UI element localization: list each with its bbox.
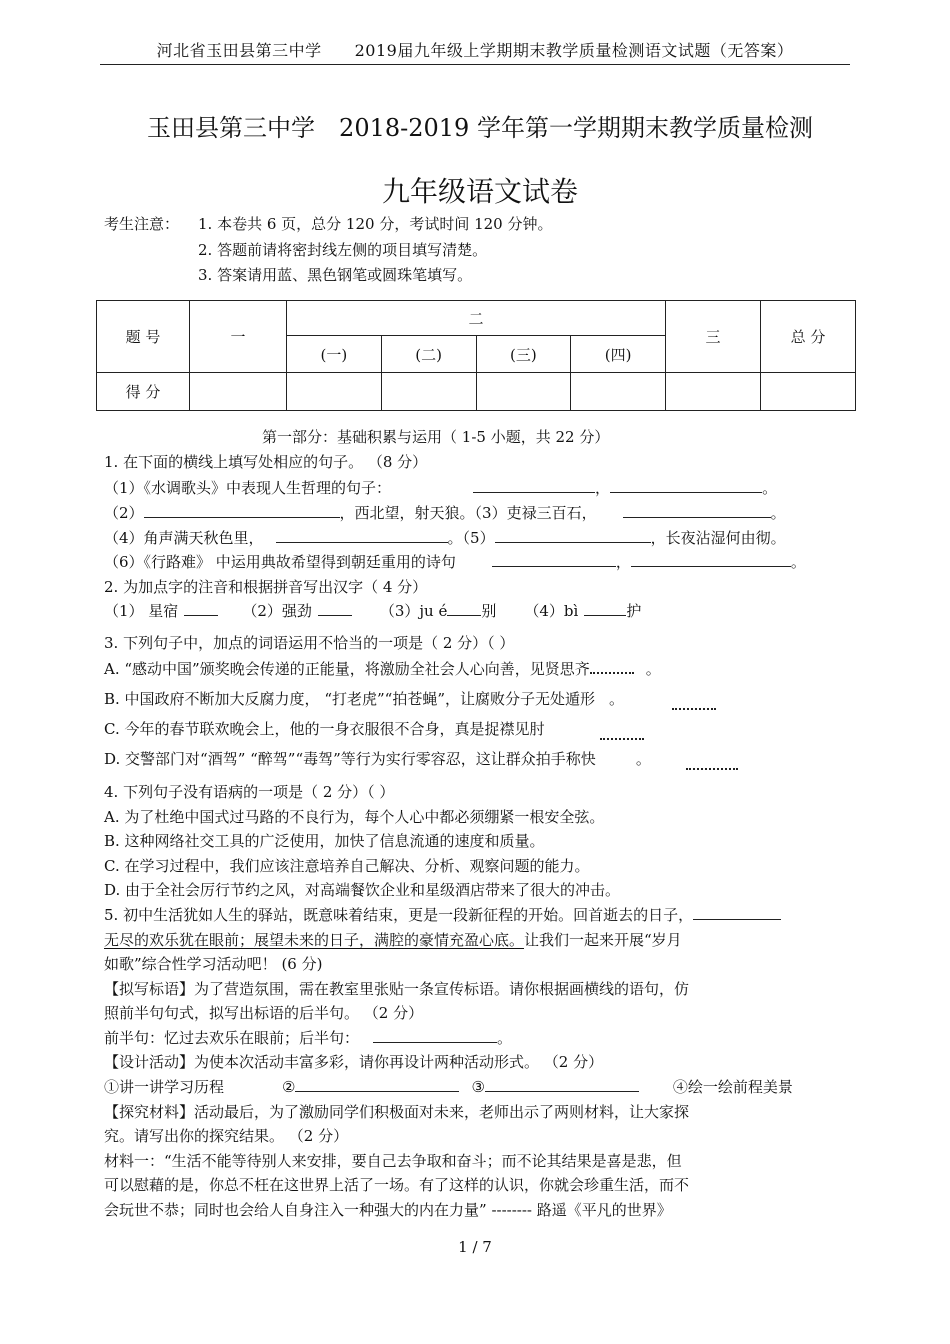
q5-line: 【探究材料】活动最后，为了激励同学们积极面对未来，老师出示了两则材料，让大家探 <box>104 1103 690 1121</box>
q5-line: 材料一：“生活不能等待别人来安排，要自己去争取和奋斗；而不论其结果是喜是悲，但 <box>104 1152 682 1170</box>
q3-option-c: C. 今年的春节联欢晚会上，他的一身衣服很不合身，真是捉襟见肘 <box>104 720 545 738</box>
answer-blank[interactable] <box>447 601 481 616</box>
answer-blank[interactable] <box>276 528 448 543</box>
q3-option-d: D. 交警部门对“酒驾” “醉驾”“毒驾”等行为实行零容忍，这让群众拍手称快 。 <box>104 750 651 768</box>
q1-line3: （4）角声满天秋色里， 。（5） ，长夜沾湿何由彻。 <box>104 529 786 547</box>
col-part-two: 二 <box>287 301 666 336</box>
q5-line: 会玩世不恭；同时也会给人自身注入一种强大的内在力量” -------- 路遥《平凡的世界》 <box>104 1201 672 1219</box>
notice-item: 1. 本卷共 6 页，总分 120 分，考试时间 120 分钟。 <box>198 215 553 233</box>
q5-line: 【设计活动】为使本次活动丰富多彩，请你再设计两种活动形式。 （2 分） <box>104 1053 604 1071</box>
answer-blank[interactable] <box>485 1077 639 1092</box>
q5-line: 无尽的欢乐犹在眼前；展望未来的日子，满腔的豪情充盈心底。让我们一起来开展“岁月 <box>104 931 682 949</box>
q5-line: 可以慰藉的是，你总不枉在这世界上活了一场。有了这样的认识，你就会珍重生活，而不 <box>104 1176 690 1194</box>
sub-col-1: (一) <box>287 336 382 373</box>
score-cell[interactable] <box>287 373 382 411</box>
answer-blank[interactable] <box>318 601 352 616</box>
notice-item: 2. 答题前请将密封线左侧的项目填写清楚。 <box>198 241 488 259</box>
score-cell[interactable] <box>666 373 761 411</box>
page-header: 河北省玉田县第三中学 2019届九年级上学期期末教学质量检测语文试题（无答案） <box>156 41 794 60</box>
exam-title: 玉田县第三中学 2018-2019 学年第一学期期末教学质量检测 <box>147 114 813 142</box>
q5-line: 【拟写标语】为了营造氛围，需在教室里张贴一条宣传标语。请你根据画横线的语句，仿 <box>104 980 690 998</box>
q5-line: 如歌”综合性学习活动吧！ (6 分) <box>104 955 323 973</box>
score-cell[interactable] <box>476 373 571 411</box>
section-heading: 第一部分：基础积累与运用（ 1-5 小题，共 22 分） <box>262 428 610 446</box>
score-cell[interactable] <box>761 373 856 411</box>
emphasis-dots <box>686 768 738 770</box>
q1-line2: （2） ，西北望，射天狼。（3）吏禄三百石， 。 <box>104 504 786 522</box>
q5-line: 究。请写出你的探究结果。 （2 分） <box>104 1127 349 1145</box>
score-table <box>96 300 856 411</box>
notice-label: 考生注意： <box>104 215 180 233</box>
col-part-three: 三 <box>666 301 761 373</box>
answer-blank[interactable] <box>295 1077 459 1092</box>
answer-blank[interactable] <box>584 601 626 616</box>
q2-items: （1） 星宿 （2）强劲 （3）ju é 别 （4）bì 护 <box>104 602 642 620</box>
q5-line: 前半句：忆过去欢乐在眼前；后半句： 。 <box>104 1029 513 1047</box>
q4-option-b: B. 这种网络社交工具的广泛使用，加快了信息流通的速度和质量。 <box>104 832 545 850</box>
exam-subtitle: 九年级语文试卷 <box>381 175 578 208</box>
score-cell[interactable] <box>571 373 666 411</box>
q1-line4: （6）《行路难》 中运用典故希望得到朝廷重用的诗句 ， 。 <box>104 553 806 571</box>
q5-line: 5. 初中生活犹如人生的驿站，既意味着结束，更是一段新征程的开始。回首逝去的日子， <box>104 904 781 925</box>
q4-option-d: D. 由于全社会厉行节约之风，对高端餐饮企业和星级酒店带来了很大的冲击。 <box>104 881 621 899</box>
notice-item: 3. 答案请用蓝、黑色钢笔或圆珠笔填写。 <box>198 266 473 284</box>
q2-stem: 2. 为加点字的注音和根据拼音写出汉字（ 4 分） <box>104 578 428 596</box>
q3-stem: 3. 下列句子中，加点的词语运用不恰当的一项是（ 2 分）（ ） <box>104 634 515 652</box>
row-label-number: 题 号 <box>97 301 190 373</box>
answer-blank[interactable] <box>373 1028 497 1043</box>
page-number: 1 / 7 <box>458 1238 492 1256</box>
answer-blank[interactable] <box>473 478 595 493</box>
sub-col-4: (四) <box>571 336 666 373</box>
col-total: 总 分 <box>761 301 856 373</box>
q3-option-a: A. “感动中国”颁奖晚会传递的正能量，将激励全社会人心向善，见贤思齐 。 <box>104 660 661 678</box>
answer-blank[interactable] <box>631 552 791 567</box>
sub-col-2: (二) <box>381 336 476 373</box>
q5-line: 照前半句句式，拟写出标语的后半句。 （2 分） <box>104 1004 424 1022</box>
q4-option-a: A. 为了杜绝中国式过马路的不良行为，每个人心中都必须绷紧一根安全弦。 <box>104 808 605 826</box>
q1-line1: （1）《水调歌头》中表现人生哲理的句子： ， 。 <box>104 479 778 497</box>
answer-blank[interactable] <box>492 552 616 567</box>
answer-blank[interactable] <box>144 503 340 518</box>
score-cell[interactable] <box>381 373 476 411</box>
row-label-score: 得 分 <box>97 373 190 411</box>
score-cell[interactable] <box>190 373 287 411</box>
answer-blank[interactable] <box>610 478 762 493</box>
answer-blank[interactable] <box>495 528 651 543</box>
sub-col-3: (三) <box>476 336 571 373</box>
q1-stem: 1. 在下面的横线上填写处相应的句子。 （8 分） <box>104 453 428 471</box>
q5-line: ①讲一讲学习历程 ② ③ ④绘一绘前程美景 <box>104 1078 793 1096</box>
q3-option-b: B. 中国政府不断加大反腐力度， “打老虎”“拍苍蝇”，让腐败分子无处遁形 。 <box>104 690 625 708</box>
q4-stem: 4. 下列句子没有语病的一项是（ 2 分）（ ） <box>104 783 395 801</box>
header-rule <box>100 64 850 65</box>
underlined-sentence: 无尽的欢乐犹在眼前；展望未来的日子，满腔的豪情充盈心底。 <box>104 931 525 949</box>
col-part-one: 一 <box>190 301 287 373</box>
answer-blank[interactable] <box>184 601 218 616</box>
answer-blank[interactable] <box>623 503 771 518</box>
emphasis-dots <box>600 738 644 740</box>
q4-option-c: C. 在学习过程中，我们应该注意培养自己解决、分析、观察问题的能力。 <box>104 857 590 875</box>
emphasis-dots <box>672 708 716 710</box>
